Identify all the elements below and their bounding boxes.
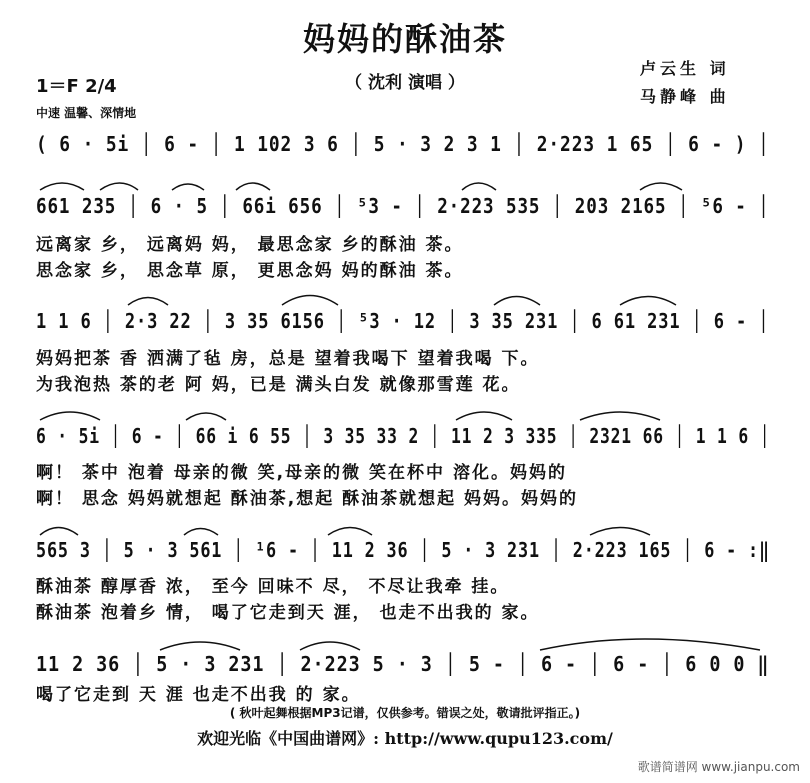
notation-row-1: ( 6 · 5i │ 6 - │ 1 102 3 6 │ 5 · 3 2 3 1 │ 2·223 1 65 │ 6 - ) │	[36, 132, 770, 156]
lyric-row-3-verse-1: 妈妈把茶 香 洒满了毡 房，总是 望着我喝下 望着我喝 下。	[36, 349, 540, 369]
website-welcome[interactable]: 欢迎光临《中国曲谱网》: http://www.qupu123.com/	[197, 729, 613, 748]
notation-row-4: 6 · 5i │ 6 - │ 66 i 6 55 │ 3 35 33 2 │ 11 2 3 335 │ 2321 66 │ 1 1 6 │	[36, 424, 771, 448]
notation-row-2: 661 235 │ 6 · 5 │ 66i 656 │ ⁵3 - │ 2·223 535 │ 203 2165 │ ⁵6 - │	[36, 194, 770, 218]
lyric-row-3-verse-2: 为我泡热 茶的老 阿 妈，已是 满头白发 就像那雪莲 花。	[36, 375, 521, 395]
page-title: 妈妈的酥油茶	[302, 20, 507, 58]
lyric-row-2-verse-1: 远离家 乡， 远离妈 妈， 最思念家 乡的酥油 茶。	[36, 235, 464, 255]
watermark-text: 歌谱简谱网 www.jianpu.com	[637, 760, 800, 774]
key-signature: 1＝F 2/4	[36, 76, 117, 97]
lyric-row-4-verse-1: 啊！ 茶中 泡着 母亲的微 笑,母亲的微 笑在杯中 溶化。妈妈的	[36, 463, 567, 483]
composer-credit: 马静峰 曲	[640, 87, 730, 106]
lyric-row-5-verse-2: 酥油茶 泡着乡 情， 喝了它走到天 涯， 也走不出我的 家。	[36, 603, 540, 623]
lyricist-credit: 卢云生 词	[640, 59, 730, 78]
notation-row-6: 11 2 36 │ 5 · 3 231 │ 2·223 5 · 3 │ 5 - │ 6 - │ 6 - │ 6 0 0 ‖	[36, 652, 770, 676]
lyric-row-2-verse-2: 思念家 乡， 思念草 原， 更思念妈 妈的酥油 茶。	[36, 261, 464, 281]
notation-row-3: 1 1 6 │ 2·3 22 │ 3 35 6156 │ ⁵3 · 12 │ 3 35 231 │ 6 61 231 │ 6 - │	[36, 309, 770, 333]
transcription-footnote: ( 秋叶起舞根据MP3记谱，仅供参考。错误之处，敬请批评指正。)	[229, 706, 581, 720]
singer-credit: （ 沈利 演唱 ）	[345, 73, 465, 93]
tempo-marking: 中速 温馨、深情地	[36, 106, 137, 120]
lyric-row-5-verse-1: 酥油茶 醇厚香 浓， 至今 回味不 尽， 不尽让我牵 挂。	[36, 577, 510, 597]
notation-row-5: 565 3 │ 5 · 3 561 │ ¹6 - │ 11 2 36 │ 5 · 3 231 │ 2·223 165 │ 6 - :‖	[36, 538, 770, 562]
lyric-row-6: 喝了它走到 天 涯 也走不出我 的 家。	[36, 685, 361, 705]
lyric-row-4-verse-2: 啊！ 思念 妈妈就想起 酥油茶,想起 酥油茶就想起 妈妈。妈妈的	[36, 489, 579, 509]
